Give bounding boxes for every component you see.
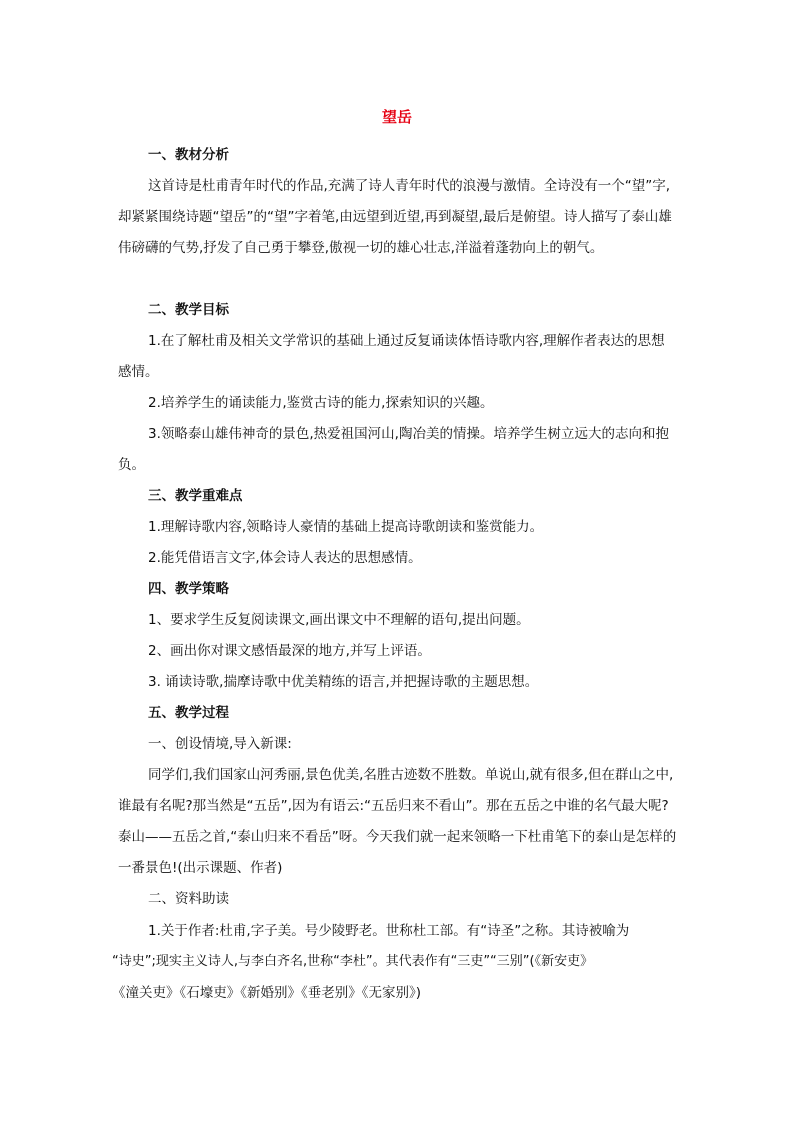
process-step-2-line-1: 1.关于作者:杜甫,字子美。号少陵野老。世称杜工部。有“诗圣”之称。其诗被喻为: [148, 923, 630, 939]
objective-item-1: 1.在了解杜甫及相关文学常识的基础上通过反复诵读体悟诗歌内容,理解作者表达的思想感情。: [118, 333, 665, 380]
process-step-2-line-2: “诗史”;现实主义诗人,与李白齐名,世称“李杜”。其代表作有“三吏”“三别”(《新安吏》: [112, 954, 594, 969]
strategy-item-2: 2、画出你对课文感悟最深的地方,并写上评语。: [148, 643, 431, 659]
process-step-2-title: 二、资料助读: [148, 891, 229, 907]
process-step-1-title: 一、创设情境,导入新课:: [148, 736, 292, 752]
section-heading-strategy: 四、教学策略: [148, 581, 229, 597]
analysis-paragraph: 这首诗是杜甫青年时代的作品,充满了诗人青年时代的浪漫与激情。全诗没有一个“望”字,却紧紧围绕诗题“望岳”的“望”字着笔,由远望到近望,再到凝望,最后是俯望。诗人描写了泰山雄伟磅礴的气势,抒发了自己勇于攀登,傲视一切的雄心壮志,洋溢着蓬勃向上的朝气。: [118, 178, 672, 256]
key-point-item-2: 2.能凭借语言文字,体会诗人表达的思想感情。: [148, 550, 422, 566]
key-point-item-1: 1.理解诗歌内容,领略诗人豪情的基础上提高诗歌朗读和鉴赏能力。: [148, 519, 544, 535]
section-heading-key-points: 三、教学重难点: [148, 488, 243, 504]
objective-item-2: 2.培养学生的诵读能力,鉴赏古诗的能力,探索知识的兴趣。: [148, 395, 494, 411]
objective-item-3: 3.领略泰山雄伟神奇的景色,热爱祖国河山,陶冶美的情操。培养学生树立远大的志向和抱负。: [118, 426, 669, 473]
document-title: 望岳: [381, 108, 412, 126]
strategy-item-1: 1、要求学生反复阅读课文,画出课文中不理解的语句,提出问题。: [148, 612, 530, 628]
process-step-1-text: 同学们,我们国家山河秀丽,景色优美,名胜古迹数不胜数。单说山,就有很多,但在群山之中,谁最有名呢?那当然是“五岳”,因为有语云:“五岳归来不看山”。那在五岳之中谁的名气最大呢?泰山——五岳之首,“泰山归来不看岳”呀。今天我们就一起来领略一下杜甫笔下的泰山是怎样的一番景色!(出示课题、作者): [118, 767, 677, 876]
section-heading-analysis: 一、教材分析: [148, 147, 229, 163]
strategy-item-3: 3. 诵读诗歌,揣摩诗歌中优美精练的语言,并把握诗歌的主题思想。: [148, 674, 539, 690]
section-heading-process: 五、教学过程: [148, 705, 229, 721]
process-step-2-line-3: 《潼关吏》《石壕吏》《新婚别》《垂老别》《无家别》): [112, 985, 422, 1001]
section-heading-objectives: 二、教学目标: [148, 302, 229, 318]
